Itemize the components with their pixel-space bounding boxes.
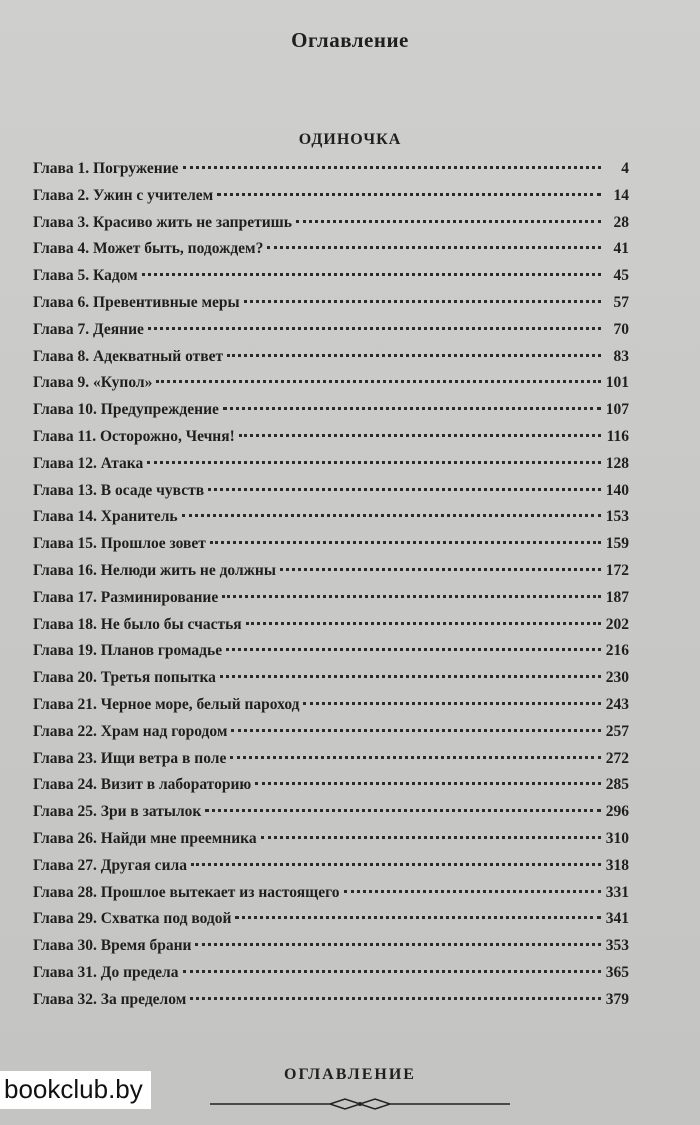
toc-chapter-title: Глава 29. Схватка под водой — [33, 910, 232, 928]
dot-leader — [223, 406, 601, 410]
toc-page-number: 318 — [605, 856, 629, 874]
toc-entry — [33, 719, 629, 746]
toc-entry — [33, 504, 629, 531]
section-title: ОДИНОЧКА — [298, 131, 402, 148]
toc-chapter-title: Глава 22. Храм над городом — [33, 722, 228, 740]
toc-page-number: 341 — [605, 910, 629, 928]
toc-entry — [33, 558, 629, 585]
toc-page-number: 296 — [605, 803, 629, 821]
toc-chapter-title: Глава 10. Предупреждение — [33, 401, 219, 419]
toc-chapter-title: Глава 17. Разминирование — [33, 588, 219, 606]
toc-entry — [33, 236, 629, 263]
toc-entry — [33, 290, 629, 317]
toc-chapter-title: Глава 19. Планов громадье — [33, 642, 223, 660]
toc-chapter-title: Глава 14. Хранитель — [33, 508, 178, 526]
toc-page-number: 4 — [621, 160, 629, 177]
toc-entry — [33, 853, 629, 880]
toc-page-number: 159 — [605, 535, 629, 553]
dot-leader — [183, 969, 602, 973]
toc-entry — [33, 746, 629, 773]
toc-entry — [33, 183, 629, 210]
dot-leader — [246, 621, 601, 625]
dot-leader — [226, 647, 601, 651]
toc-chapter-title: Глава 2. Ужин с учителем — [33, 186, 214, 204]
dot-leader — [222, 594, 601, 598]
toc-page-number: 187 — [605, 588, 629, 606]
dot-leader — [142, 272, 601, 276]
running-footer-title: ОГЛАВЛЕНИЕ — [284, 1066, 416, 1083]
toc-page-number: 365 — [605, 963, 629, 981]
dot-leader — [183, 165, 601, 169]
toc-chapter-title: Глава 18. Не было бы счастья — [33, 615, 242, 633]
toc-page-number: 379 — [605, 990, 629, 1008]
toc-chapter-title: Глава 4. Может быть, подождем? — [33, 240, 264, 258]
dot-leader — [303, 701, 601, 705]
toc-page-number: 272 — [605, 749, 629, 767]
watermark-bookclub[interactable]: bookclub.by — [0, 1071, 151, 1109]
toc-chapter-title: Глава 26. Найди мне преемника — [33, 829, 257, 847]
toc-chapter-title: Глава 12. Атака — [33, 454, 144, 472]
dot-leader — [344, 889, 601, 893]
dot-leader — [182, 513, 601, 517]
toc-page-number: 70 — [613, 320, 629, 338]
table-of-contents — [33, 156, 629, 1014]
toc-entry — [33, 933, 629, 960]
toc-entry — [33, 987, 629, 1014]
toc-entry — [33, 210, 629, 237]
dot-leader — [280, 567, 601, 571]
dot-leader — [220, 674, 601, 678]
toc-chapter-title: Глава 9. «Купол» — [33, 374, 153, 392]
ornament-divider-icon — [210, 1097, 510, 1111]
toc-page-number: 257 — [605, 722, 629, 740]
toc-chapter-title: Глава 7. Деяние — [33, 320, 144, 338]
toc-page-number: 331 — [605, 883, 629, 901]
dot-leader — [296, 219, 601, 223]
dot-leader — [231, 728, 601, 732]
toc-chapter-title: Глава 20. Третья попытка — [33, 669, 216, 687]
toc-page-number: 45 — [613, 267, 629, 285]
toc-page-number: 216 — [605, 642, 629, 660]
toc-entry — [33, 370, 629, 397]
toc-page-number: 116 — [606, 427, 629, 445]
dot-leader — [261, 835, 601, 839]
dot-leader — [217, 192, 601, 196]
toc-chapter-title: Глава 1. Погружение — [33, 160, 179, 177]
toc-page-number: 172 — [605, 561, 629, 579]
toc-entry — [33, 585, 629, 612]
toc-entry — [33, 531, 629, 558]
toc-chapter-title: Глава 3. Красиво жить не запретишь — [33, 213, 292, 231]
toc-entry — [33, 156, 629, 183]
toc-chapter-title: Глава 21. Черное море, белый пароход — [33, 695, 300, 713]
dot-leader — [239, 433, 601, 437]
toc-page-number: 14 — [613, 186, 629, 204]
toc-chapter-title: Глава 23. Ищи ветра в поле — [33, 749, 227, 767]
toc-page-number: 41 — [613, 240, 629, 258]
toc-entry — [33, 906, 629, 933]
toc-entry — [33, 960, 629, 987]
dot-leader — [227, 353, 601, 357]
dot-leader — [208, 487, 601, 491]
dot-leader — [191, 862, 601, 866]
toc-page-number: 140 — [605, 481, 629, 499]
toc-page-number: 128 — [605, 454, 629, 472]
toc-entry — [33, 880, 629, 907]
toc-chapter-title: Глава 24. Визит в лабораторию — [33, 776, 252, 794]
toc-chapter-title: Глава 13. В осаде чувств — [33, 481, 205, 499]
dot-leader — [190, 996, 601, 1000]
toc-chapter-title: Глава 11. Осторожно, Чечня! — [33, 427, 235, 445]
toc-page-number: 202 — [605, 615, 629, 633]
dot-leader — [156, 379, 601, 383]
toc-entry — [33, 424, 629, 451]
toc-entry — [33, 692, 629, 719]
toc-chapter-title: Глава 16. Нелюди жить не должны — [33, 561, 276, 579]
dot-leader — [148, 326, 601, 330]
toc-chapter-title: Глава 30. Время брани — [33, 937, 192, 955]
toc-page-number: 285 — [605, 776, 629, 794]
toc-page-number: 57 — [613, 293, 629, 311]
toc-entry — [33, 478, 629, 505]
toc-page-number: 310 — [605, 829, 629, 847]
toc-page-number: 353 — [605, 937, 629, 955]
toc-page-number: 107 — [605, 401, 629, 419]
toc-entry — [33, 665, 629, 692]
dot-leader — [230, 755, 601, 759]
toc-chapter-title: Глава 25. Зри в затылок — [33, 803, 202, 821]
toc-entry — [33, 826, 629, 853]
toc-chapter-title: Глава 28. Прошлое вытекает из настоящего — [33, 883, 340, 901]
toc-chapter-title: Глава 27. Другая сила — [33, 856, 187, 874]
toc-page-number: 83 — [613, 347, 629, 365]
toc-page-number: 243 — [605, 695, 629, 713]
toc-page-number: 230 — [605, 669, 629, 687]
dot-leader — [205, 808, 601, 812]
toc-page-number: 153 — [605, 508, 629, 526]
toc-entry — [33, 799, 629, 826]
toc-entry — [33, 344, 629, 371]
dot-leader — [195, 942, 601, 946]
toc-entry — [33, 772, 629, 799]
toc-entry — [33, 263, 629, 290]
dot-leader — [267, 245, 601, 249]
page-title: Оглавление — [291, 28, 409, 52]
toc-chapter-title: Глава 5. Кадом — [33, 267, 138, 285]
toc-entry — [33, 451, 629, 478]
dot-leader — [255, 781, 601, 785]
toc-chapter-title: Глава 31. До предела — [33, 963, 179, 981]
toc-entry — [33, 638, 629, 665]
toc-chapter-title: Глава 15. Прошлое зовет — [33, 535, 206, 553]
toc-page-number: 28 — [613, 213, 629, 231]
toc-chapter-title: Глава 8. Адекватный ответ — [33, 347, 224, 365]
toc-page-number: 101 — [605, 374, 629, 392]
toc-entry — [33, 612, 629, 639]
dot-leader — [244, 299, 601, 303]
toc-entry — [33, 317, 629, 344]
dot-leader — [210, 540, 601, 544]
toc-chapter-title: Глава 6. Превентивные меры — [33, 293, 240, 311]
dot-leader — [147, 460, 601, 464]
toc-entry — [33, 397, 629, 424]
toc-chapter-title: Глава 32. За пределом — [33, 990, 187, 1008]
dot-leader — [235, 915, 601, 919]
